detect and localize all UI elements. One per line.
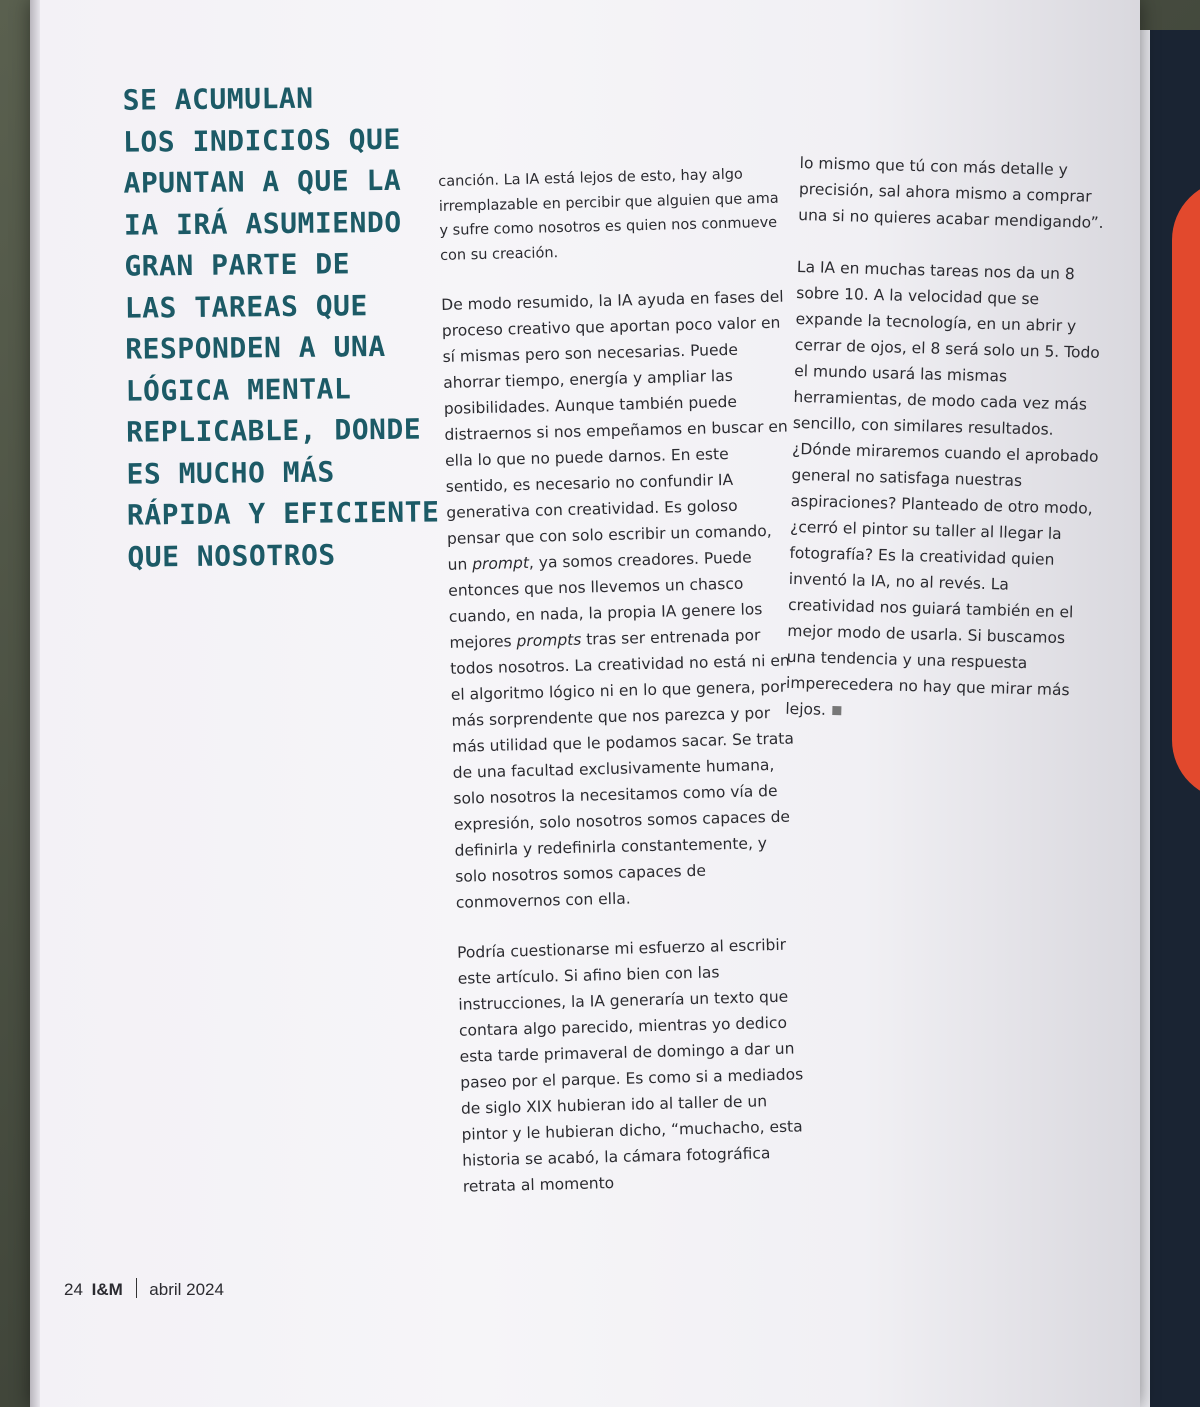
adjacent-page-red-graphic	[1172, 180, 1200, 800]
pull-quote-line: LÓGICA MENTAL	[125, 371, 352, 408]
pull-quote-line: IA IRÁ ASUMIENDO	[123, 205, 402, 242]
article-column-middle	[438, 162, 809, 1224]
paragraph-text: tras ser entrenada por todos nosotros. La creatividad no está ni en el algoritmo lógico ni en lo que genera, por más sorprendente que nos parezca y por más utilidad que le podamos sacar. Se trata de una facultad exclusivamente humana, solo nosotros la necesitamos como vía de expresión, solo nosotros somos capaces de definirla y redefinirla constantemente, y solo nosotros somos capaces de conmovernos con ella.	[449, 626, 795, 912]
page-footer	[64, 1278, 224, 1300]
paragraph-text: De modo resumido, la IA ayuda en fases del proceso creativo que aportan poco valor en sí mismas pero son necesarias. Puede ahorrar tiempo, energía y ampliar las posibilidades. Aunque también puede distraernos si nos empeñamos en buscar en ella lo que no puede darnos. En este sentido, es necesario no confundir IA generativa con creatividad. Es goloso pensar que con solo escribir un comando, un	[441, 287, 788, 574]
adjacent-page	[1130, 30, 1200, 1407]
pull-quote-line: RESPONDEN A UNA	[125, 329, 386, 366]
paragraph: lo mismo que tú con más detalle y precisión, sal ahora mismo a comprar una si no quieres acabar mendigando”.	[798, 153, 1104, 232]
publication-name: I&M	[91, 1280, 123, 1299]
issue-date: abril 2024	[149, 1280, 224, 1299]
footer-divider	[136, 1278, 137, 1298]
page-binding-edge	[30, 0, 40, 1407]
pull-quote-line: LAS TAREAS QUE	[124, 288, 368, 325]
pull-quote-line: GRAN PARTE DE	[124, 247, 351, 283]
paragraph: canción. La IA está lejos de esto, hay algo irremplazable en percibir que alguien que ama y sufre como nosotros es quien nos conmueve con su creación.	[438, 166, 779, 264]
paragraph	[785, 254, 1107, 730]
pull-quote-line: RÁPIDA Y EFICIENTE	[126, 495, 440, 532]
pull-quote-line: QUE NOSOTROS	[127, 537, 336, 574]
pull-quote-line: LOS INDICIOS QUE	[122, 122, 401, 159]
italic-term: prompt	[472, 553, 530, 574]
pull-quote-line: SE ACUMULAN	[122, 81, 314, 117]
paragraph	[441, 284, 801, 916]
paragraph-text: La IA en muchas tareas nos da un 8 sobre 10. A la velocidad que se expande la tecnología, en un abrir y cerrar de ojos, el 8 será solo un 5. Todo el mundo usará las mismas herramientas, de modo cada vez más sencillo, con similares resultados. ¿Dónde miraremos cuando el aprobado general no satisfaga nuestras aspiraciones? Planteado de otro modo, ¿cerró el pintor su taller al llegar la fotografía? Es la creatividad quien inventó la IA, no al revés. La creatividad nos guiará también en el mejor modo de usarla. Si buscamos una tendencia y una respuesta imperecedera no hay que mirar más lejos.	[785, 257, 1101, 719]
article-column-right	[784, 150, 1109, 754]
page-number: 24	[64, 1280, 83, 1299]
italic-term: prompts	[516, 630, 582, 651]
pull-quote	[122, 76, 447, 577]
end-of-article-icon	[832, 706, 841, 715]
paragraph: Podría cuestionarse mi esfuerzo al escribir este artículo. Si afino bien con las instrucciones, la IA generaría un texto que contara algo parecido, mientras yo dedico esta tarde primaveral de domingo a dar un paseo por el parque. Es como si a mediados de siglo XIX hubieran ido al taller de un pintor y le hubieran dicho, “muchacho, esta historia se acabó, la cámara fotográfica retrata al momento	[456, 935, 804, 1196]
pull-quote-line: APUNTAN A QUE LA	[123, 163, 402, 200]
paragraph-text: , ya somos creadores. Puede entonces que nos llevemos un chasco cuando, en nada, la propia IA genere los mejores	[448, 548, 763, 652]
pull-quote-line: REPLICABLE, DONDE	[125, 412, 422, 449]
pull-quote-line: ES MUCHO MÁS	[126, 454, 335, 491]
